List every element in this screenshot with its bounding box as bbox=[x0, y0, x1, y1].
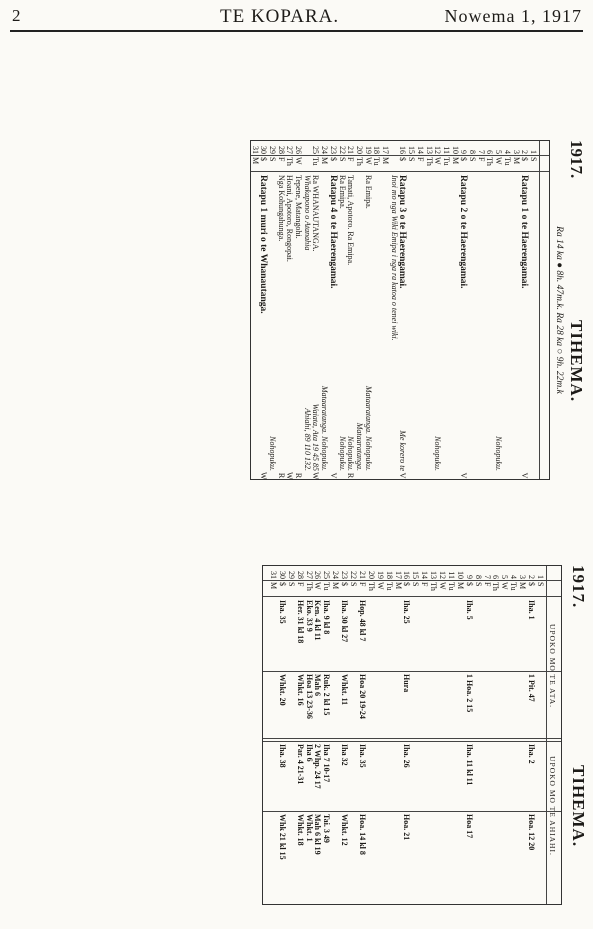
calendar-month: TIHEMA. bbox=[567, 320, 586, 403]
day-number: 4 bbox=[502, 150, 512, 154]
weekday: Th bbox=[485, 157, 495, 166]
weekday: M bbox=[393, 582, 403, 590]
morning-first-lesson: Iha. 5 bbox=[464, 600, 474, 620]
morning-second-lesson: Whkt. 16 bbox=[295, 674, 305, 706]
calendar-row bbox=[398, 141, 407, 479]
day-number: 18 bbox=[372, 146, 382, 154]
observance: Ratapu 1 muri o te Whanautanga. bbox=[258, 175, 269, 314]
calendar-row bbox=[441, 141, 450, 479]
day-number: 29 bbox=[286, 571, 296, 579]
calendar-row bbox=[302, 141, 311, 479]
calendar-row bbox=[389, 141, 398, 479]
readings-row bbox=[393, 566, 402, 904]
morning-first-lesson: Eko. 33 9 bbox=[304, 600, 314, 632]
day-number: 14 bbox=[415, 146, 425, 154]
observance: Ratapu 1 o te Haerengamai. bbox=[519, 175, 530, 289]
weekday: F bbox=[420, 582, 430, 587]
page-header bbox=[12, 4, 582, 30]
day-number: 3 bbox=[511, 150, 521, 154]
note: Nohopuku. bbox=[494, 436, 504, 471]
day-number: 20 bbox=[355, 146, 364, 154]
weekday: S bbox=[337, 157, 347, 162]
note: Nohopuku. bbox=[268, 436, 277, 471]
morning-first-lesson: Her. 31 kl 18 bbox=[295, 600, 305, 644]
header-line bbox=[539, 141, 540, 479]
readings-row bbox=[437, 566, 446, 904]
liturgical-color: R bbox=[346, 472, 356, 479]
calendar-row bbox=[520, 141, 529, 479]
readings-row bbox=[491, 566, 500, 904]
readings-year: 1917. bbox=[569, 565, 588, 609]
day-number: 17 bbox=[381, 146, 391, 154]
issue-date: Nowema 1, 1917 bbox=[444, 6, 582, 26]
weekday: W bbox=[294, 157, 304, 165]
calendar-row bbox=[372, 141, 381, 479]
evening-first-lesson: Iha. 26 bbox=[402, 744, 412, 768]
liturgical-color: V bbox=[520, 472, 530, 479]
weekday: F bbox=[476, 157, 486, 162]
weekday: S bbox=[411, 582, 421, 587]
weekday: Tu bbox=[384, 582, 394, 591]
morning-first-lesson: Iha. 9 kl 8 bbox=[322, 600, 332, 635]
observance: Whakapono o Atanahia bbox=[302, 175, 312, 251]
day-number: 24 bbox=[331, 571, 341, 579]
morning-second-lesson: Whkt. 11 bbox=[340, 674, 350, 706]
day-number: 5 bbox=[500, 575, 510, 579]
weekday: Th bbox=[424, 157, 434, 166]
day-number: 9 bbox=[464, 575, 474, 579]
day-number: 14 bbox=[420, 571, 430, 579]
day-number: 18 bbox=[384, 571, 394, 579]
morning-second-lesson: 1 Pit. 47 bbox=[527, 674, 537, 702]
readings-table bbox=[262, 565, 562, 905]
weekday: F bbox=[358, 582, 367, 587]
weekday: W bbox=[375, 582, 385, 590]
morning-second-lesson: 1 Hoa. 2 15 bbox=[464, 674, 474, 713]
weekday: F bbox=[295, 582, 305, 587]
readings-row bbox=[420, 566, 429, 904]
day-number: 7 bbox=[482, 575, 492, 579]
day-number: 11 bbox=[447, 571, 456, 579]
day-number: 15 bbox=[407, 146, 417, 154]
readings-row bbox=[509, 566, 518, 904]
readings-row bbox=[375, 566, 384, 904]
calendar-row bbox=[407, 141, 416, 479]
readings-row bbox=[429, 566, 438, 904]
evening-second-lesson: Hoa 17 bbox=[464, 814, 474, 839]
day-number: 31 bbox=[269, 571, 278, 579]
note: Nohopuku. bbox=[337, 436, 347, 471]
evening-second-lesson: Whkt. 12 bbox=[340, 814, 350, 846]
weekday: Tu bbox=[447, 582, 456, 591]
weekday: $ bbox=[398, 157, 408, 161]
weekday: W bbox=[313, 582, 323, 590]
calendar-table bbox=[250, 140, 550, 480]
liturgical-color: W bbox=[259, 472, 269, 480]
day-number: 17 bbox=[393, 571, 403, 579]
weekday: F bbox=[415, 157, 425, 162]
evening-first-lesson: Iha. 38 bbox=[277, 744, 287, 768]
calendar-row bbox=[276, 141, 285, 479]
evening-second-lesson: Hoa. 21 bbox=[402, 814, 412, 841]
day-number: 3 bbox=[518, 575, 528, 579]
evening-second-lesson: Hoa. 14 kl 8 bbox=[358, 814, 367, 855]
day-number: 5 bbox=[494, 150, 504, 154]
calendar-row bbox=[363, 141, 372, 479]
readings-row bbox=[286, 566, 295, 904]
day-number: 20 bbox=[366, 571, 376, 579]
morning-second-lesson: Hoa 20 19-24 bbox=[358, 674, 367, 719]
readings-row bbox=[366, 566, 375, 904]
liturgical-color: R bbox=[276, 472, 286, 479]
weekday: Th bbox=[429, 582, 439, 591]
note: Nohopuku. bbox=[346, 436, 356, 471]
morning-first-lesson: Iha. 25 bbox=[402, 600, 412, 624]
weekday: $ bbox=[520, 157, 530, 161]
observance: Tamati, Apotoro. Ra Emipa. bbox=[346, 175, 356, 266]
weekday: M bbox=[518, 582, 528, 590]
evening-first-lesson: Iha 6 bbox=[304, 744, 314, 762]
morning-first-lesson: Hop. 48 kl 7 bbox=[358, 600, 367, 642]
readings-row bbox=[500, 566, 509, 904]
evening-first-lesson: Iha 7 10-17 bbox=[322, 744, 332, 783]
publication-title: TE KOPARA. bbox=[220, 6, 340, 27]
readings-row bbox=[411, 566, 420, 904]
day-number: 9 bbox=[459, 150, 469, 154]
weekday: F bbox=[276, 157, 286, 162]
calendar-panel bbox=[10, 140, 588, 480]
day-number: 23 bbox=[328, 146, 338, 154]
day-number: 13 bbox=[424, 146, 434, 154]
note: Me korero te bbox=[398, 430, 408, 471]
weekday: Tu bbox=[509, 582, 519, 591]
weekday: $ bbox=[402, 582, 412, 586]
day-number: 25 bbox=[322, 571, 332, 579]
page-number: 2 bbox=[12, 6, 21, 25]
note: Waiata, Ata 19 45 85 bbox=[311, 403, 321, 471]
morning-first-lesson: Iha. 35 bbox=[277, 600, 287, 624]
weekday: Th bbox=[355, 157, 364, 166]
observance: Ratapu 4 o te Haerengamai. bbox=[327, 175, 338, 289]
day-number: 25 bbox=[311, 146, 321, 154]
evening-first-lesson: Par. 4 21-31 bbox=[295, 744, 305, 785]
morning-second-lesson: Hura bbox=[402, 674, 412, 693]
weekday: S bbox=[529, 157, 538, 162]
readings-row bbox=[473, 566, 482, 904]
moon-phases: Ra 14 ka ● 8h. 47m.k. Ra 28 ka ○ 9h. 22m.k bbox=[554, 226, 564, 394]
day-number: 1 bbox=[536, 575, 545, 579]
calendar-row bbox=[328, 141, 337, 479]
day-number: 8 bbox=[473, 575, 483, 579]
calendar-row bbox=[267, 141, 276, 479]
evening-first-lesson: Iha. 11 kl 11 bbox=[464, 744, 474, 786]
evening-second-lesson: Hoa. 12 20 bbox=[527, 814, 537, 851]
calendar-row bbox=[259, 141, 268, 479]
liturgical-color: V bbox=[398, 472, 408, 479]
morning-heading: UPOKO MO TE ATA. bbox=[548, 623, 557, 709]
observance: Ratapu 3 o te Haerengamai. bbox=[397, 175, 408, 289]
weekday: M bbox=[450, 157, 460, 165]
day-number: 31 bbox=[250, 146, 260, 154]
weekday: W bbox=[500, 582, 510, 590]
day-number: 10 bbox=[450, 146, 460, 154]
observance: Ra Emipa. bbox=[363, 175, 373, 209]
calendar-year: 1917. bbox=[567, 140, 586, 179]
weekday: S bbox=[286, 582, 296, 587]
weekday: Tu bbox=[502, 157, 512, 166]
calendar-row bbox=[433, 141, 442, 479]
day-number: 19 bbox=[363, 146, 373, 154]
day-number: 26 bbox=[294, 146, 304, 154]
day-number: 21 bbox=[358, 571, 367, 579]
weekday: M bbox=[250, 157, 260, 165]
day-number: 22 bbox=[349, 571, 359, 579]
day-number: 19 bbox=[375, 571, 385, 579]
weekday: W bbox=[433, 157, 443, 165]
weekday: M bbox=[331, 582, 341, 590]
weekday: Tu bbox=[372, 157, 382, 166]
calendar-row bbox=[424, 141, 433, 479]
weekday: S bbox=[349, 582, 359, 587]
weekday: Tu bbox=[311, 157, 321, 166]
weekday: M bbox=[455, 582, 465, 590]
morning-first-lesson: Iha. 30 kl 27 bbox=[340, 600, 350, 643]
day-number: 29 bbox=[268, 146, 277, 154]
evening-first-lesson: 2 Whp. 24 17 bbox=[313, 744, 323, 789]
calendar-row bbox=[380, 141, 389, 479]
day-number: 12 bbox=[433, 146, 443, 154]
observance: Nga Kohungahunga. bbox=[276, 175, 286, 242]
weekday: $ bbox=[527, 582, 537, 586]
day-number: 21 bbox=[346, 146, 356, 154]
calendar-row bbox=[494, 141, 503, 479]
weekday: M bbox=[511, 157, 521, 165]
weekday: S bbox=[468, 157, 478, 162]
observance: Ratapu 2 o te Haerengamai. bbox=[458, 175, 469, 289]
observance: Inoi mo nga Wiki Emipa i nga ra katoa o tenei wiki. bbox=[389, 175, 399, 341]
calendar-row bbox=[502, 141, 511, 479]
note: Ahiahi, 89 110 132. bbox=[302, 408, 312, 471]
day-number: 8 bbox=[468, 150, 478, 154]
calendar-row bbox=[415, 141, 424, 479]
calendar-row bbox=[311, 141, 320, 479]
evening-second-lesson: Whkt. 18 bbox=[295, 814, 305, 846]
calendar-row bbox=[511, 141, 520, 479]
weekday: S bbox=[407, 157, 417, 162]
weekday: Tu bbox=[442, 157, 451, 166]
evening-heading: UPOKO MO TE AHIAHI. bbox=[548, 756, 557, 856]
calendar-row bbox=[354, 141, 363, 479]
evening-first-lesson: Iha. 2 bbox=[527, 744, 537, 764]
calendar-row bbox=[250, 141, 259, 479]
weekday: Th bbox=[304, 582, 314, 591]
weekday: M bbox=[269, 582, 278, 590]
note: Mataaratanga. Nohopuku. bbox=[363, 385, 373, 471]
day-number: 16 bbox=[402, 571, 412, 579]
header-rule bbox=[10, 30, 583, 32]
weekday: $ bbox=[340, 582, 350, 586]
day-number: 13 bbox=[429, 571, 439, 579]
readings-row bbox=[268, 566, 277, 904]
day-number: 6 bbox=[491, 575, 501, 579]
evening-first-lesson: Iha. 35 bbox=[358, 744, 367, 768]
weekday: W bbox=[494, 157, 504, 165]
observance: Tepene, Matangohi. bbox=[294, 175, 304, 239]
calendar-row bbox=[459, 141, 468, 479]
day-number: 30 bbox=[259, 146, 269, 154]
weekday: M bbox=[381, 157, 391, 165]
readings-row bbox=[384, 566, 393, 904]
readings-month: TIHEMA. bbox=[569, 765, 588, 848]
day-number: 12 bbox=[438, 571, 448, 579]
day-number: 26 bbox=[313, 571, 323, 579]
note: Mataaratanga. Nohopuku. bbox=[320, 385, 330, 471]
day-number: 10 bbox=[455, 571, 465, 579]
weekday: M bbox=[320, 157, 330, 165]
day-number: 6 bbox=[485, 150, 495, 154]
day-number: 30 bbox=[277, 571, 287, 579]
calendar-row bbox=[485, 141, 494, 479]
calendar-row bbox=[450, 141, 459, 479]
readings-row bbox=[535, 566, 544, 904]
weekday: Th bbox=[491, 582, 501, 591]
liturgical-color: V bbox=[459, 472, 469, 479]
day-number: 28 bbox=[295, 571, 305, 579]
readings-row bbox=[482, 566, 491, 904]
morning-first-lesson: Iha. 1 bbox=[527, 600, 537, 620]
day-number: 27 bbox=[285, 146, 295, 154]
day-number: 2 bbox=[527, 575, 537, 579]
calendar-row bbox=[293, 141, 302, 479]
calendar-row bbox=[337, 141, 346, 479]
day-number: 23 bbox=[340, 571, 350, 579]
calendar-row bbox=[285, 141, 294, 479]
weekday: W bbox=[438, 582, 448, 590]
day-number: 22 bbox=[337, 146, 347, 154]
day-number: 1 bbox=[529, 150, 538, 154]
morning-second-lesson: Ruk. 2 kl 15 bbox=[322, 674, 332, 716]
calendar-row bbox=[320, 141, 329, 479]
day-number: 11 bbox=[442, 146, 451, 154]
note: Mataaratanga. bbox=[355, 422, 364, 471]
weekday: $ bbox=[328, 157, 338, 161]
calendar-row bbox=[528, 141, 537, 479]
weekday: W bbox=[363, 157, 373, 165]
morning-first-lesson: Ken. 4 kl 11 bbox=[313, 600, 323, 641]
evening-first-lesson: Iha 32 bbox=[340, 744, 350, 766]
weekday: Tu bbox=[322, 582, 332, 591]
weekday: $ bbox=[459, 157, 469, 161]
day-number: 16 bbox=[398, 146, 408, 154]
weekday: S bbox=[473, 582, 483, 587]
day-number: 4 bbox=[509, 575, 519, 579]
weekday: $ bbox=[464, 582, 474, 586]
liturgical-color: R bbox=[294, 472, 304, 479]
observance: Ra Emipa. bbox=[337, 175, 347, 209]
liturgical-color: W bbox=[285, 472, 295, 480]
weekday: $ bbox=[259, 157, 269, 161]
readings-row bbox=[446, 566, 455, 904]
readings-panel bbox=[10, 565, 590, 905]
day-number: 2 bbox=[520, 150, 530, 154]
weekday: F bbox=[346, 157, 356, 162]
evening-second-lesson: Tai. 3 49 bbox=[322, 814, 332, 843]
morning-second-lesson: Hoa 13 23-36 bbox=[304, 674, 314, 719]
liturgical-color: W bbox=[311, 472, 321, 480]
day-number: 28 bbox=[276, 146, 286, 154]
readings-row bbox=[518, 566, 527, 904]
header-line bbox=[546, 566, 547, 904]
readings-row bbox=[455, 566, 464, 904]
day-number: 7 bbox=[476, 150, 486, 154]
evening-second-lesson: Mah 6 kl 19 bbox=[313, 814, 323, 855]
weekday: Th bbox=[285, 157, 295, 166]
observance: Hoani, Apotoro, Rongopai. bbox=[285, 175, 295, 262]
weekday: F bbox=[482, 582, 492, 587]
evening-second-lesson: Whkt. 1 bbox=[304, 814, 314, 842]
day-number: 27 bbox=[304, 571, 314, 579]
liturgical-color: V bbox=[328, 472, 338, 479]
readings-row bbox=[348, 566, 357, 904]
calendar-row bbox=[346, 141, 355, 479]
observance: Ra WHANAUTANGA. bbox=[311, 175, 321, 252]
day-number: 24 bbox=[320, 146, 330, 154]
weekday: Th bbox=[366, 582, 376, 591]
weekday: $ bbox=[277, 582, 287, 586]
morning-second-lesson: Whkt. 20 bbox=[277, 674, 287, 706]
readings-row bbox=[331, 566, 340, 904]
calendar-row bbox=[467, 141, 476, 479]
evening-second-lesson: Whk 21 kl 15 bbox=[277, 814, 287, 860]
calendar-row bbox=[476, 141, 485, 479]
day-number: 15 bbox=[411, 571, 421, 579]
morning-second-lesson: Mah 6 bbox=[313, 674, 323, 696]
weekday: S bbox=[268, 157, 277, 162]
note: Nohopuku. bbox=[433, 436, 443, 471]
weekday: S bbox=[536, 582, 545, 587]
